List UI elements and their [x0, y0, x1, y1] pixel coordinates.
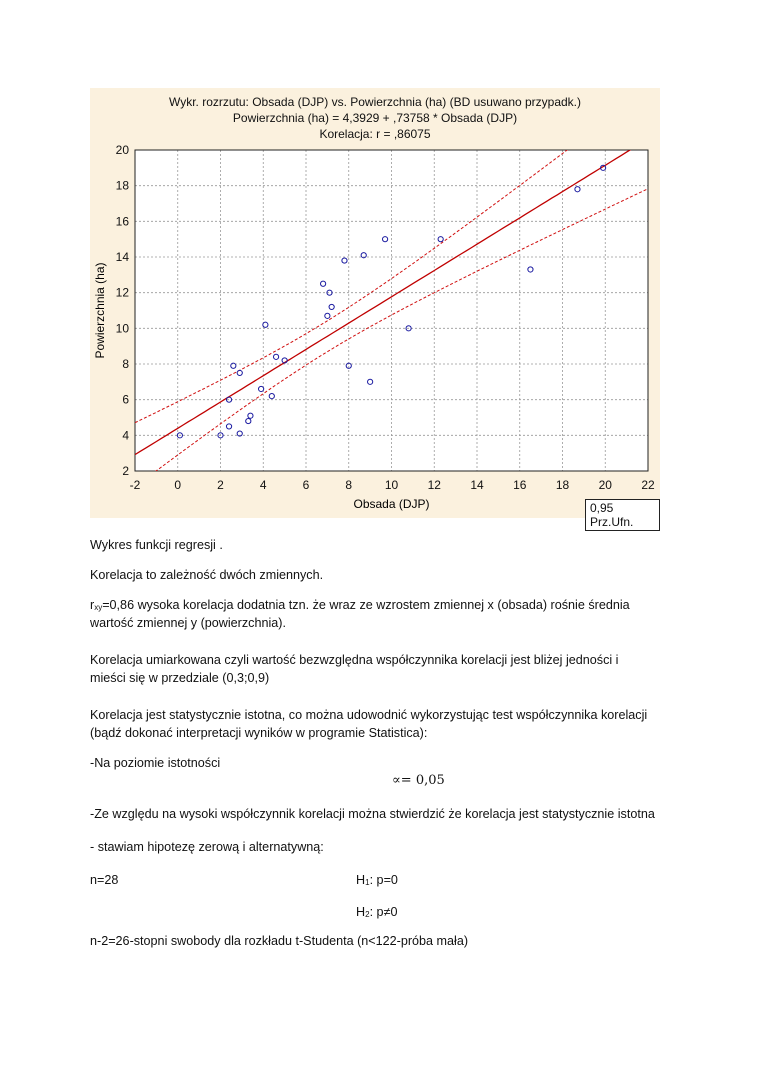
- y-tick-label: 12: [115, 285, 129, 300]
- scatter-chart: [90, 88, 660, 529]
- plot-area: [90, 88, 660, 518]
- x-tick-label: 4: [259, 478, 267, 492]
- x-tick-label: -2: [129, 478, 141, 492]
- y-tick-label: 10: [115, 321, 129, 336]
- paragraph: [90, 598, 630, 612]
- r-symbol: r: [90, 598, 95, 612]
- y-tick-label: 18: [115, 178, 129, 193]
- y-tick-label: 14: [115, 250, 129, 264]
- paragraph: Korelacja to zależność dwóch zmiennych.: [90, 568, 324, 582]
- y-tick-label: 16: [115, 214, 129, 229]
- paragraph: -Ze względu na wysoki współczynnik korelacji można stwierdzić że korelacja jest statystycznie istotna: [90, 807, 655, 821]
- x-tick-label: 0: [174, 478, 182, 492]
- x-tick-label: 8: [345, 478, 353, 492]
- caption: Wykres funkcji regresji .: [90, 538, 223, 552]
- h-letter: H: [356, 905, 366, 919]
- h-letter: H: [356, 873, 366, 887]
- x-axis-label: Obsada (DJP): [353, 497, 430, 511]
- x-tick-label: 10: [384, 478, 399, 492]
- x-tick-label: 18: [555, 478, 570, 492]
- paragraph: -Na poziomie istotności: [90, 756, 221, 770]
- h-text: : p≠0: [369, 905, 398, 919]
- alpha-formula: ∝= 0,05: [392, 773, 445, 788]
- x-tick-label: 2: [217, 478, 224, 492]
- y-tick-label: 6: [122, 392, 129, 407]
- chart-correlation: Korelacja: r = ,86075: [319, 127, 431, 141]
- x-tick-label: 6: [302, 478, 310, 492]
- paragraph: Korelacja jest statystycznie istotna, co można udowodnić wykorzystując test współczynnika korelacji: [90, 708, 648, 722]
- paragraph: - stawiam hipotezę zerową i alternatywną:: [90, 840, 324, 854]
- y-tick-label: 20: [115, 143, 129, 157]
- chart-legend: 0,95 Prz.Ufn.: [585, 499, 660, 531]
- y-tick-label: 2: [122, 464, 129, 478]
- x-tick-label: 16: [513, 478, 527, 492]
- x-tick-label: 20: [598, 478, 612, 492]
- hypothesis-1: [356, 873, 398, 887]
- x-tick-label: 14: [470, 478, 484, 492]
- y-tick-label: 4: [122, 428, 129, 443]
- y-tick-label: 8: [122, 357, 129, 371]
- hypothesis-2: [356, 905, 397, 919]
- r-subscript: xy: [94, 603, 103, 612]
- paragraph: (bądź dokonać interpretacji wyników w programie Statistica):: [90, 726, 428, 740]
- paragraph-text: =0,86 wysoka korelacja dodatnia tzn. że wraz ze wzrostem zmiennej x (obsada) rośnie średnia: [102, 598, 630, 612]
- x-tick-label: 22: [641, 478, 655, 492]
- h-subscript: 1: [365, 878, 370, 887]
- paragraph: Korelacja umiarkowana czyli wartość bezwzględna współczynnika korelacji jest bliżej jedności i: [90, 653, 619, 667]
- y-axis-label: Powierzchnia (ha): [93, 262, 107, 359]
- sample-size: n=28: [90, 873, 119, 887]
- paragraph: mieści się w przedziale (0,3;0,9): [90, 671, 270, 685]
- paragraph: wartość zmiennej y (powierzchnia).: [90, 616, 286, 630]
- x-tick-label: 12: [427, 478, 441, 492]
- h-subscript: 2: [365, 910, 370, 919]
- paragraph: n-2=26-stopni swobody dla rozkładu t-Studenta (n<122-próba mała): [90, 934, 469, 948]
- h-text: : p=0: [369, 873, 398, 887]
- chart-title: Wykr. rozrzutu: Obsada (DJP) vs. Powierzchnia (ha) (BD usuwano przypadk.): [168, 95, 582, 109]
- chart-equation: Powierzchnia (ha) = 4,3929 + ,73758 * Obsada (DJP): [232, 111, 518, 125]
